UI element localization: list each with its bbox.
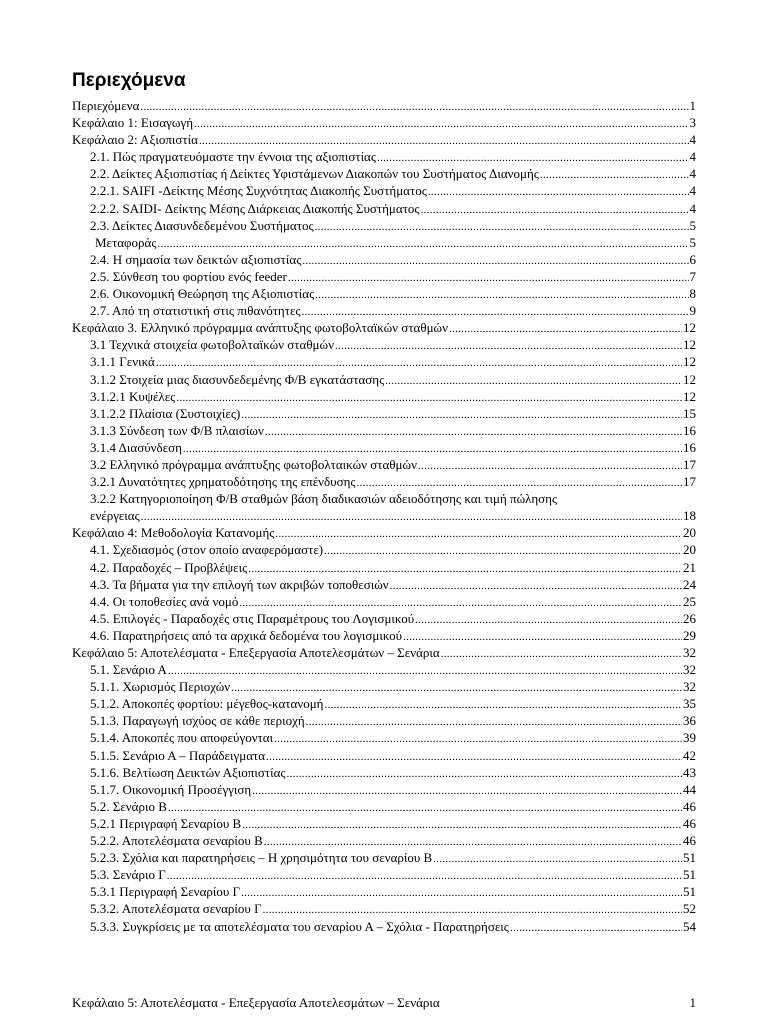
toc-entry-label: Μεταφοράς (95, 234, 157, 250)
toc-entry[interactable] (72, 900, 696, 917)
toc-entry[interactable] (72, 798, 696, 815)
toc-entry-label: 3.2 Ελληνικό πρόγραμμα ανάπτυξης φωτοβολταικών σταθμών (90, 456, 417, 472)
dot-leader (510, 920, 682, 937)
toc-entry[interactable] (72, 627, 696, 644)
toc-entry-label: 4.4. Οι τοποθεσίες ανά νομό (90, 593, 239, 609)
toc-entry-page-number: 36 (683, 713, 696, 729)
toc-entry[interactable] (72, 764, 696, 781)
toc-entry-label: 5.1.3. Παραγωγή ισχύος σε κάθε περιοχή (90, 713, 305, 729)
toc-entry[interactable] (72, 97, 696, 114)
toc-entry-label: 3.1.2.2 Πλαίσια (Συστοιχίες) (90, 405, 241, 421)
toc-entry-page-number: 51 (683, 867, 696, 883)
toc-entry-page-number: 29 (683, 627, 696, 643)
dot-leader (241, 407, 682, 424)
toc-entry-label: 5.1.2. Αποκοπές φορτίου: μέγεθος-κατανομή (90, 696, 324, 712)
dot-leader (302, 253, 688, 270)
toc-entry-label: 5.1. Σενάριο Α (90, 662, 167, 678)
toc-entry-label: 4.2. Παραδοχές – Προβλέψεις (90, 559, 248, 575)
dot-leader (176, 390, 682, 407)
toc-entry[interactable] (72, 131, 696, 148)
page-footer (72, 995, 696, 1011)
toc-entry[interactable] (72, 832, 696, 849)
toc-entry-label: 5.1.5. Σενάριο Α – Παράδειγματα (90, 747, 266, 763)
toc-entry-page-number: 17 (683, 474, 696, 490)
toc-entry-label: 2.4. Η σημασία των δεικτών αξιοπιστίας (90, 251, 302, 267)
toc-entry[interactable] (72, 524, 696, 541)
toc-entry-label: 2.2.2. SAIDI- Δείκτης Μέσης Διάρκειας Διακοπής Συστήματος (90, 200, 420, 216)
dot-leader (433, 851, 682, 868)
toc-entry[interactable] (72, 866, 696, 883)
toc-entry[interactable] (72, 388, 696, 405)
toc-entry-label: 2.6. Οικονομική Θεώρηση της Αξιοπιστίας (90, 286, 315, 302)
toc-entry[interactable] (72, 747, 696, 764)
toc-entry[interactable] (72, 405, 696, 422)
toc-entry-page-number: 12 (683, 354, 696, 370)
toc-entry-label: 5.1.7. Οικονομική Προσέγγιση (90, 781, 252, 797)
toc-entry-page-number: 4 (689, 132, 696, 148)
dot-leader (324, 543, 682, 560)
toc-entry[interactable] (72, 148, 696, 165)
toc-entry-page-number: 12 (683, 388, 696, 404)
toc-entry[interactable] (72, 883, 696, 900)
toc-entry-label: 3.1.4 Διασύνδεση (90, 439, 182, 455)
toc-entry-label: 2.2. Δείκτες Αξιοπιστίας ή Δείκτες Υφιστάμενων Διακοπών του Συστήματος Διανομής (90, 166, 539, 182)
toc-entry-label: 5.1.6. Βελτίωση Δεικτών Αξιοπιστίας (90, 764, 286, 780)
toc-entry-page-number: 21 (683, 559, 696, 575)
dot-leader (242, 817, 682, 834)
toc-entry[interactable] (72, 336, 696, 353)
toc-entry-page-number: 4 (689, 166, 696, 182)
footer-chapter-title: Κεφάλαιο 5: Αποτελέσματα - Επεξεργασία Αποτελεσμάτων – Σενάρια (72, 995, 440, 1010)
toc-entry-page-number: 32 (683, 645, 696, 660)
toc-entry-label: 5.3.2. Αποτελέσματα σεναρίου Γ (90, 901, 262, 917)
toc-entry-label: 5.3. Σενάριο Γ (90, 867, 166, 883)
dot-leader (390, 578, 682, 595)
toc-entry[interactable] (72, 456, 696, 473)
toc-entry-page-number: 1 (689, 98, 696, 113)
toc-entry-label: 5.2.3. Σχόλια και παρατηρήσεις – Η χρησιμότητα του σεναρίου Β (90, 850, 433, 866)
toc-entry-page-number: 46 (683, 798, 696, 814)
toc-entry[interactable] (72, 200, 696, 217)
toc-entry-label: 4.3. Τα βήματα για την επιλογή των ακριβών τοποθεσιών (90, 576, 389, 592)
toc-entry-page-number: 6 (689, 251, 696, 267)
toc-entry-label: ενέργειας (90, 508, 140, 524)
toc-entry-page-number: 54 (683, 918, 696, 934)
toc-entry-label: Κεφάλαιο 2: Αξιοπιστία (72, 132, 198, 148)
toc-entry[interactable] (72, 610, 696, 627)
toc-entry-label: Περιεχόμενα (72, 98, 140, 113)
toc-entry-label: Κεφάλαιο 4: Μεθοδολογία Κατανομής (72, 525, 275, 541)
dot-leader (315, 287, 688, 304)
toc-entry-label: 3.1.2.1 Κυψέλες (90, 388, 176, 404)
dot-leader (385, 373, 682, 390)
toc-entry-page-number: 8 (689, 286, 696, 302)
toc-entry-page-number: 16 (683, 439, 696, 455)
dot-leader (415, 612, 682, 629)
toc-entry[interactable] (72, 114, 696, 131)
footer-page-number: 1 (689, 995, 696, 1010)
toc-entry-page-number: 24 (683, 576, 696, 592)
toc-entry-page-number: 51 (683, 850, 696, 866)
toc-entry-page-number: 18 (683, 508, 696, 524)
toc-entry-page-number: 46 (683, 833, 696, 849)
toc-entry-label: 3.2.1 Δυνατότητες χρηματοδότησης της επένδυσης (90, 474, 356, 490)
toc-entry[interactable] (72, 781, 696, 798)
toc-entry-label: 5.3.1 Περιγραφή Σεναρίου Γ (90, 884, 241, 900)
toc-entry-label: 3.1.3 Σύνδεση των Φ/Β πλαισίων (90, 422, 264, 438)
dot-leader (266, 749, 682, 766)
dot-leader (167, 868, 682, 885)
toc-entry[interactable] (72, 319, 696, 336)
toc-entry[interactable] (72, 182, 696, 199)
toc-entry-page-number: 26 (683, 610, 696, 626)
toc-entry-page-number: 42 (683, 747, 696, 763)
toc-entry-label: 2.2.1. SAIFI -Δείκτης Μέσης Συχνότητας Διακοπής Συστήματος (90, 183, 427, 199)
dot-leader (288, 270, 689, 287)
toc-entry[interactable] (72, 661, 696, 678)
toc-entry-page-number: 4 (689, 183, 696, 199)
toc-entry[interactable] (72, 353, 696, 370)
toc-entry-label: Κεφάλαιο 3. Ελληνικό πρόγραμμα ανάπτυξης φωτοβολταϊκών σταθμών (72, 320, 448, 336)
dot-leader (428, 184, 689, 201)
toc-entry-page-number: 46 (683, 815, 696, 831)
toc-entry[interactable] (72, 371, 696, 388)
toc-entry-label: 5.1.1. Χωρισμός Περιοχών (90, 679, 231, 695)
toc-entry-page-number: 15 (683, 405, 696, 421)
toc-entry-label: 2.7. Από τη στατιστική στις πιθανότητες (90, 303, 301, 319)
toc-entry[interactable] (72, 302, 696, 319)
dot-leader (315, 219, 689, 236)
toc-entry-label: 5.2.1 Περιγραφή Σεναρίου Β (90, 815, 242, 831)
toc-entry-page-number: 17 (683, 456, 696, 472)
dot-leader (449, 321, 682, 338)
toc-entry-page-number: 4 (689, 200, 696, 216)
toc-entry-label: 2.5. Σύνθεση του φορτίου ενός feeder (90, 268, 287, 284)
toc-entry-page-number: 3 (689, 115, 696, 131)
toc-entry[interactable] (72, 559, 696, 576)
toc-entry-label: 3.1.1 Γενικά (90, 354, 155, 370)
dot-leader (441, 646, 682, 663)
toc-entry-label: 2.1. Πώς πραγματευόμαστε την έννοια της αξιοπιστίας (90, 149, 377, 165)
toc-entry-page-number: 9 (689, 303, 696, 319)
toc-entry[interactable] (72, 473, 696, 490)
dot-leader (168, 663, 682, 680)
dot-leader (265, 424, 682, 441)
toc-entry[interactable] (72, 217, 696, 234)
dot-leader (306, 714, 682, 731)
toc-entry-page-number: 12 (683, 320, 696, 336)
table-of-contents (72, 97, 696, 935)
toc-entry[interactable] (72, 729, 696, 746)
toc-entry-label: 5.2. Σενάριο Β (90, 798, 167, 814)
toc-entry-label: Κεφάλαιο 1: Εισαγωγή (72, 115, 193, 131)
dot-leader (140, 99, 688, 116)
toc-entry-page-number: 25 (683, 593, 696, 609)
toc-entry-page-number: 32 (683, 679, 696, 695)
toc-entry-label: 2.3. Δείκτες Διασυνδεδεμένου Συστήματος (90, 217, 314, 233)
dot-leader (287, 766, 682, 783)
dot-leader (324, 697, 682, 714)
toc-entry-page-number: 7 (689, 268, 696, 284)
toc-entry-label-line1[interactable]: 3.2.2 Κατηγοριοποίηση Φ/Β σταθμών βάση διαδικασιών αδειοδότησης και τιμή πώλησης (90, 491, 558, 507)
toc-entry-page-number: 5 (689, 234, 696, 250)
dot-leader (335, 338, 682, 355)
toc-entry-page-number: 5 (689, 217, 696, 233)
toc-entry[interactable] (72, 644, 696, 661)
toc-entry-label: 5.2.2. Αποτελέσματα σεναρίου Β (90, 833, 263, 849)
toc-entry-label: 4.6. Παρατηρήσεις από τα αρχικά δεδομένα του λογισμικού (90, 627, 403, 643)
toc-entry[interactable] (72, 422, 696, 439)
toc-entry[interactable] (72, 815, 696, 832)
toc-entry-page-number: 51 (683, 884, 696, 900)
toc-entry-page-number: 39 (683, 730, 696, 746)
toc-entry-label: 3.1.2 Στοιχεία μιας διασυνδεδεμένης Φ/Β εγκατάστασης (90, 371, 385, 387)
toc-entry-label: 5.3.3. Συγκρίσεις με τα αποτελέσματα του σεναρίου Α – Σχόλια - Παρατηρήσεις (90, 918, 509, 934)
toc-entry-label: 3.1 Τεχνικά στοιχεία φωτοβολταϊκών σταθμών (90, 337, 334, 353)
toc-entry-label: 4.5. Επιλογές - Παραδοχές στις Παραμέτρους του Λογισμικού (90, 610, 415, 626)
toc-entry[interactable] (72, 849, 696, 866)
toc-entry-page-number: 20 (683, 525, 696, 541)
dot-leader (274, 731, 682, 748)
dot-leader (252, 783, 682, 800)
toc-entry[interactable] (72, 251, 696, 268)
toc-entry-label: 5.1.4. Αποκοπές που αποφεύγονται (90, 730, 274, 746)
dot-leader (403, 629, 682, 646)
toc-entry-page-number: 35 (683, 696, 696, 712)
toc-entry-page-number: 44 (683, 781, 696, 797)
toc-entry[interactable] (72, 918, 696, 935)
page-title: Περιεχόμενα (72, 70, 186, 91)
toc-entry-label: 4.1. Σχεδιασμός (στον οποίο αναφερόμαστε) (90, 542, 324, 558)
toc-entry-page-number: 20 (683, 542, 696, 558)
dot-leader (421, 202, 689, 219)
toc-entry[interactable] (72, 712, 696, 729)
toc-entry-page-number: 12 (683, 337, 696, 353)
toc-entry-page-number: 43 (683, 764, 696, 780)
toc-entry[interactable] (72, 234, 696, 251)
dot-leader (241, 885, 682, 902)
toc-entry[interactable] (72, 285, 696, 302)
dot-leader (418, 458, 682, 475)
toc-entry-label: Κεφάλαιο 5: Αποτελέσματα - Επεξεργασία Αποτελεσμάτων – Σενάρια (72, 645, 440, 660)
toc-entry-page-number: 52 (683, 901, 696, 917)
toc-entry[interactable] (72, 439, 696, 456)
toc-entry[interactable] (72, 165, 696, 182)
toc-entry[interactable] (72, 695, 696, 712)
dot-leader (275, 526, 682, 543)
toc-entry[interactable] (72, 541, 696, 558)
toc-entry[interactable] (72, 678, 696, 695)
toc-entry[interactable] (72, 576, 696, 593)
dot-leader (194, 116, 689, 133)
toc-entry-page-number: 32 (683, 662, 696, 678)
toc-entry[interactable] (72, 593, 696, 610)
dot-leader (168, 800, 682, 817)
toc-entry-page-number: 16 (683, 422, 696, 438)
dot-leader (540, 167, 689, 184)
toc-entry[interactable] (72, 268, 696, 285)
toc-entry[interactable] (72, 507, 696, 524)
toc-entry-page-number: 12 (683, 371, 696, 387)
toc-entry-page-number: 4 (689, 149, 696, 165)
